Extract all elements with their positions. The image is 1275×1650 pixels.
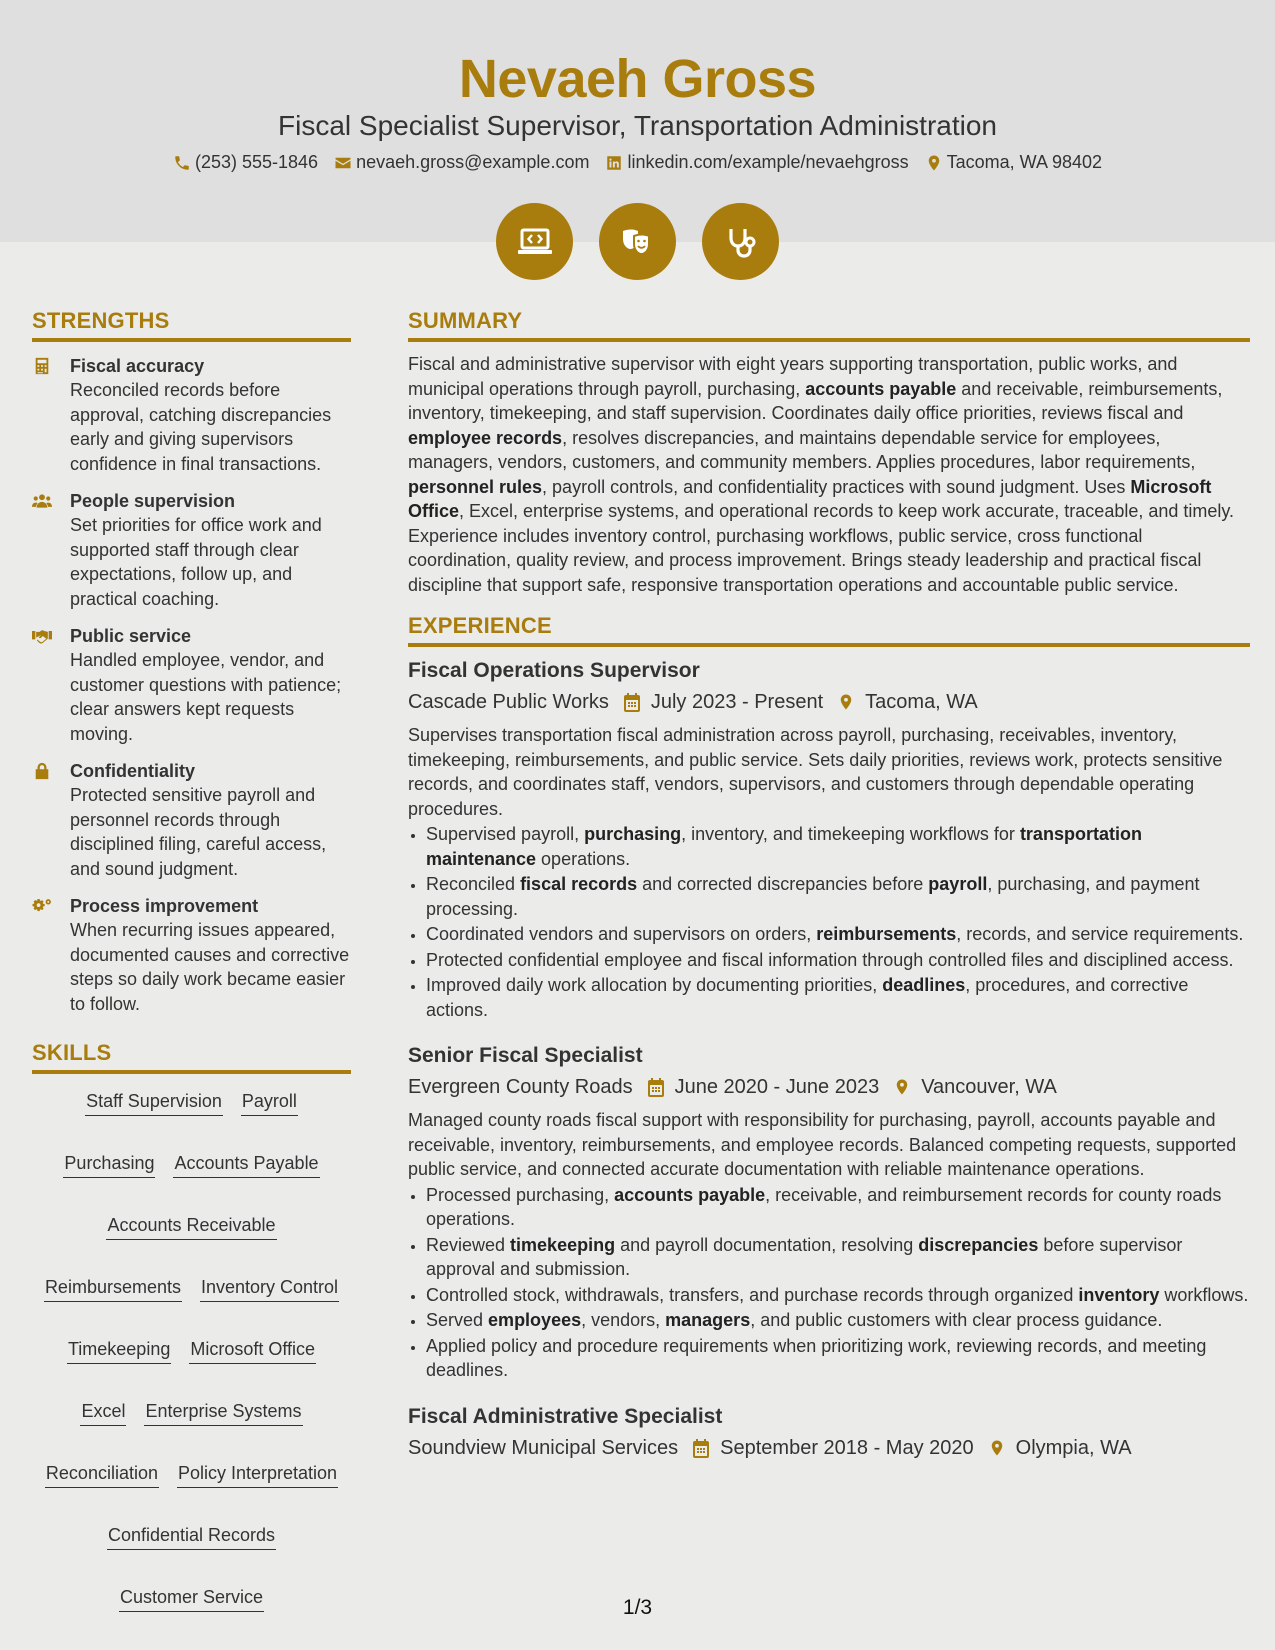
strengths-list <box>32 354 351 1016</box>
bold-keyword: transportation maintenance <box>426 824 1142 869</box>
job-bullets <box>408 1183 1250 1383</box>
contact-location <box>925 152 1102 173</box>
job-location: Tacoma, WA <box>865 691 978 713</box>
job-dates: June 2020 - June 2023 <box>674 1076 880 1098</box>
job-bullet: • Reconciled fiscal records and corrected discrepancies before payroll, purchasing, and payment processing. <box>426 872 1250 921</box>
phone-text: (253) 555-1846 <box>194 152 319 172</box>
skill-tag: Confidential Records <box>107 1522 276 1550</box>
handshake-icon <box>32 627 52 645</box>
strength-item <box>32 759 351 881</box>
calculator-icon <box>32 357 52 375</box>
email-text: nevaeh.gross@example.com <box>356 152 590 172</box>
map-pin-icon <box>988 1438 1006 1458</box>
strength-name: Process improvement <box>70 896 259 916</box>
job-bullet: • Improved daily work allocation by documenting priorities, deadlines, procedures, and corrective actions. <box>426 973 1250 1022</box>
lock-icon <box>32 762 52 780</box>
job-company: Evergreen County Roads <box>408 1076 633 1098</box>
job-entry <box>408 657 1250 1022</box>
skill-tag: Staff Supervision <box>85 1088 223 1116</box>
strength-desc: Reconciled records before approval, catching discrepancies early and giving supervisors confidence in final transactions. <box>70 380 332 474</box>
job-description: Managed county roads fiscal support with responsibility for purchasing, payroll, accounts payable and receivable, inventory, reimbursements, and employee records. Balanced competing requests, supported public service, and connected accurate documentation with reliable maintenance operations. <box>408 1110 1237 1179</box>
job-bullets <box>408 822 1250 1022</box>
users-icon <box>32 492 52 510</box>
job-title: Fiscal Operations Supervisor <box>408 659 700 682</box>
skill-tag: Reconciliation <box>45 1460 159 1488</box>
job-company: Cascade Public Works <box>408 691 609 713</box>
bold-keyword: employees <box>488 1310 582 1330</box>
strength-desc: Protected sensitive payroll and personnel records through disciplined filing, careful access, and sound judgment. <box>70 785 327 879</box>
skill-tag: Payroll <box>241 1088 298 1116</box>
gears-icon <box>32 897 52 915</box>
bold-keyword: purchasing <box>584 824 682 844</box>
map-pin-icon <box>925 154 943 172</box>
job-location: Olympia, WA <box>1015 1436 1132 1459</box>
strength-desc: Handled employee, vendor, and customer questions with patience; clear answers kept requests moving. <box>70 650 342 744</box>
strength-item <box>32 894 351 1016</box>
strength-name: People supervision <box>70 491 236 511</box>
skill-tag: Accounts Payable <box>173 1150 319 1178</box>
strength-item <box>32 354 351 476</box>
linkedin-text: linkedin.com/example/nevaehgross <box>627 152 909 172</box>
masks-theater-icon <box>599 203 676 280</box>
strength-name: Fiscal accuracy <box>70 356 205 376</box>
job-bullet: • Applied policy and procedure requirements when prioritizing work, reviewing records, and meeting deadlines. <box>426 1334 1250 1383</box>
bold-keyword: managers <box>665 1310 751 1330</box>
bold-keyword: Microsoft Office <box>408 476 1212 521</box>
stethoscope-icon <box>702 203 779 280</box>
job-entry <box>408 1403 1250 1461</box>
job-bullet: • Processed purchasing, accounts payable, receivable, and reimbursement records for county roads operations. <box>426 1183 1250 1232</box>
right-column <box>408 308 1250 1461</box>
contact-linkedin[interactable] <box>605 152 908 173</box>
job-bullet: • Controlled stock, withdrawals, transfers, and purchase records through organized inventory workflows. <box>426 1283 1250 1308</box>
strengths-heading: STRENGTHS <box>32 308 351 342</box>
contact-phone[interactable] <box>173 152 318 173</box>
skill-tag: Customer Service <box>119 1584 264 1612</box>
skill-tag: Timekeeping <box>67 1336 171 1364</box>
skill-tag: Reimbursements <box>44 1274 182 1302</box>
job-bullet: • Coordinated vendors and supervisors on orders, reimbursements, records, and service requirements. <box>426 922 1250 947</box>
location-text: Tacoma, WA 98402 <box>946 152 1103 172</box>
job-bullet: • Protected confidential employee and fiscal information through controlled files and disciplined access. <box>426 948 1250 973</box>
bold-keyword: personnel rules <box>408 476 543 497</box>
skill-tag: Excel <box>80 1398 126 1426</box>
job-bullet: • Supervised payroll, purchasing, inventory, and timekeeping workflows for transportation maintenance operations. <box>426 822 1250 871</box>
skills-heading: SKILLS <box>32 1040 351 1074</box>
bold-keyword: accounts payable <box>805 378 957 399</box>
bold-keyword: fiscal records <box>520 874 638 894</box>
candidate-title: Fiscal Specialist Supervisor, Transportation Administration <box>278 110 997 141</box>
badge-row <box>0 203 1275 280</box>
strength-item <box>32 489 351 611</box>
job-location: Vancouver, WA <box>921 1076 1057 1098</box>
job-dates: July 2023 - Present <box>650 691 824 713</box>
calendar-icon <box>692 1438 710 1458</box>
job-company: Soundview Municipal Services <box>408 1436 679 1459</box>
bold-keyword: discrepancies <box>918 1234 1039 1255</box>
bold-keyword: timekeeping <box>510 1234 616 1255</box>
linkedin-icon <box>605 154 623 172</box>
bold-keyword: payroll <box>928 874 988 894</box>
job-description: Supervises transportation fiscal administration across payroll, purchasing, receivables, inventory, timekeeping, reimbursements, and public service. Sets daily priorities, reviews work, protects sensitive records, and coordinates staff, vendors, supervisors, and customers through dependable operating procedures. <box>408 725 1223 819</box>
bold-keyword: accounts payable <box>614 1184 766 1205</box>
job-dates: September 2018 - May 2020 <box>720 1436 974 1459</box>
strength-name: Public service <box>70 626 192 646</box>
calendar-icon <box>623 692 641 712</box>
contact-bar <box>0 152 1275 173</box>
skill-tag: Policy Interpretation <box>177 1460 338 1488</box>
left-column <box>32 308 351 1612</box>
summary-heading: SUMMARY <box>408 308 1250 342</box>
skill-tag: Enterprise Systems <box>144 1398 302 1426</box>
experience-heading: EXPERIENCE <box>408 613 1250 647</box>
candidate-name: Nevaeh Gross <box>458 49 817 109</box>
skill-tag: Accounts Receivable <box>106 1212 276 1240</box>
contact-email[interactable] <box>334 152 589 173</box>
job-meta <box>408 1435 1250 1461</box>
job-title: Fiscal Administrative Specialist <box>408 1404 723 1428</box>
envelope-icon <box>334 154 352 172</box>
job-meta <box>408 689 1250 715</box>
job-title: Senior Fiscal Specialist <box>408 1044 643 1067</box>
summary-text: Fiscal and administrative supervisor with eight years supporting transportation, public works, and municipal operations through payroll, purchasing, accounts payable and receivable, reimbursements, inventory, timekeeping, and staff supervision. Coordinates daily office priorities, reviews fiscal and employee records, resolves discrepancies, and maintains dependable service for employees, managers, vendors, customers, and community members. Applies procedures, labor requirements, personnel rules, payroll controls, and confidentiality practices with sound judgment. Uses Microsoft Office, Excel, enterprise systems, and operational records to keep work accurate, traceable, and timely. Experience includes inventory control, purchasing workflows, public service, cross functional coordination, quality review, and process improvement. Brings steady leadership and practical fiscal discipline that support safe, responsive transportation operations and accountable public service. <box>408 354 1235 595</box>
phone-icon <box>173 154 191 172</box>
skill-tag: Microsoft Office <box>189 1336 316 1364</box>
page-number: 1/3 <box>622 1596 653 1619</box>
skill-tag: Inventory Control <box>200 1274 339 1302</box>
strength-item <box>32 624 351 746</box>
strength-desc: Set priorities for office work and supported staff through clear expectations, follow up, and practical coaching. <box>70 515 322 609</box>
job-bullet: • Served employees, vendors, managers, and public customers with clear process guidance. <box>426 1308 1250 1333</box>
bold-keyword: deadlines <box>882 975 966 995</box>
map-pin-icon <box>837 692 855 712</box>
strength-name: Confidentiality <box>70 761 195 781</box>
bold-keyword: employee records <box>408 427 563 448</box>
calendar-icon <box>647 1077 665 1097</box>
job-entry <box>408 1042 1250 1383</box>
laptop-code-icon <box>496 203 573 280</box>
strength-desc: When recurring issues appeared, documented causes and corrective steps so daily work became easier to follow. <box>70 920 350 1014</box>
job-meta <box>408 1074 1250 1100</box>
bold-keyword: inventory <box>1078 1284 1160 1305</box>
skills-list <box>32 1088 351 1612</box>
job-bullet: • Reviewed timekeeping and payroll documentation, resolving discrepancies before supervisor approval and submission. <box>426 1233 1250 1282</box>
bold-keyword: reimbursements <box>816 924 957 944</box>
map-pin-icon <box>893 1077 911 1097</box>
skill-tag: Purchasing <box>63 1150 155 1178</box>
